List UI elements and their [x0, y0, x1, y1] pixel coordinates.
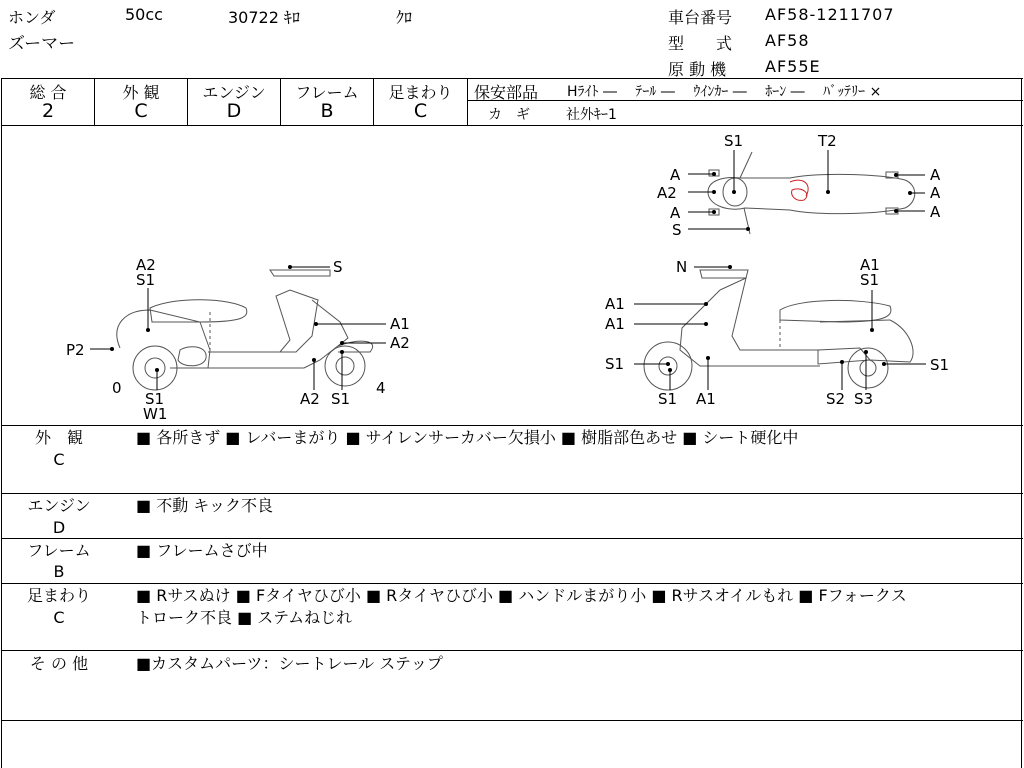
label-top-a2: A2 [657, 184, 677, 202]
label-left-s1-top: S1 [136, 271, 156, 289]
type-value: AF58 [765, 31, 810, 50]
section-frame-text: ■ フレームさび中 [136, 541, 268, 560]
grade-exterior: C [134, 100, 148, 122]
scooter-top-view [708, 152, 915, 234]
section-engine-text: ■ 不動 キック不良 [136, 496, 273, 515]
label-right-s1-right: S1 [930, 356, 950, 374]
label-right-a1-top: A1 [860, 256, 880, 274]
grade-header-exterior: 外 観 [122, 83, 160, 102]
key-label: カ ギ [488, 107, 530, 123]
key-value: 社外ｷｰ1 [566, 107, 617, 123]
color: ｸﾛ [396, 8, 413, 27]
section-exterior-label: 外 観 [34, 428, 83, 447]
section-suspension-label: 足まわり [26, 586, 91, 605]
safety-parts-label: 保安部品 [474, 83, 539, 102]
type-label: 型 式 [668, 34, 733, 53]
label-right-a1-1: A1 [605, 295, 625, 313]
label-top-s1: S1 [724, 132, 744, 150]
mileage: 30722 ｷﾛ [228, 8, 300, 27]
grade-suspension: C [413, 100, 428, 122]
engine-label: 原 動 機 [668, 60, 727, 79]
section-suspension-text: ■ Rサスぬけ ■ Fタイヤひび小 ■ Rタイヤひび小 ■ ハンドルまがり小 ■ Rサスオイルもれ ■ Fフォークス [136, 586, 907, 605]
label-top-a-1: A [670, 166, 681, 184]
label-left-w1: W1 [143, 405, 168, 423]
section-other-label: そ の 他 [29, 654, 89, 673]
section-other-text: ■カスタムパーツ：シートレール ステップ [136, 654, 443, 673]
label-left-p2: P2 [66, 341, 85, 359]
label-right-s1-top: S1 [860, 271, 880, 289]
label-left-s1: S1 [145, 390, 165, 408]
section-exterior-grade: C [53, 450, 65, 469]
label-top-s: S [672, 221, 682, 239]
section-suspension-text-2: トローク不良 ■ ステムねじれ [136, 608, 353, 627]
label-top-a-4: A [930, 184, 941, 202]
label-right-s3: S3 [854, 390, 874, 408]
label-right-s1-bottom: S1 [658, 390, 678, 408]
model-name: ズーマー [8, 34, 76, 54]
section-frame-grade: B [53, 562, 65, 581]
label-right-a1-2: A1 [605, 315, 625, 333]
label-left-a2-bottom: A2 [300, 390, 320, 408]
label-top-a-3: A [930, 166, 941, 184]
label-top-t2: T2 [818, 132, 837, 150]
grade-header-engine: エンジン [202, 83, 266, 102]
safety-parts-items: Hﾗｲﾄ ― ﾃｰﾙ ― ｳｲﾝｶｰ ― ﾎｰﾝ ― ﾊﾞｯﾃﾘｰ × [567, 84, 882, 100]
grid-line [1, 583, 1023, 584]
section-engine-grade: D [52, 518, 66, 537]
grid-line [1, 78, 1023, 79]
grid-line [1, 425, 1023, 426]
section-suspension-grade: C [53, 608, 65, 627]
label-left-4: 4 [376, 379, 386, 397]
label-right-s1-left: S1 [605, 355, 625, 373]
label-left-s: S [333, 258, 343, 276]
section-engine-label: エンジン [27, 496, 91, 515]
section-frame-label: フレーム [27, 541, 91, 560]
maker: ホンダ [8, 8, 56, 27]
section-exterior-text: ■ 各所きず ■ レバーまがり ■ サイレンサーカバー欠損小 ■ 樹脂部色あせ ■ シート硬化中 [136, 428, 799, 447]
label-top-a-5: A [930, 203, 941, 221]
label-right-s2: S2 [826, 390, 846, 408]
damage-diagram [0, 126, 1024, 424]
scooter-left-view [117, 270, 373, 390]
frame-no-label: 車台番号 [668, 8, 733, 27]
grade-header-total: 総 合 [29, 83, 67, 102]
label-left-a2-top: A2 [136, 256, 156, 274]
grade-engine: D [226, 100, 242, 122]
grid-line [1, 538, 1023, 539]
label-top-a-2: A [670, 204, 681, 222]
label-left-s1-bottom: S1 [331, 390, 351, 408]
grid-line [1, 493, 1023, 494]
grid-line [1, 650, 1023, 651]
grade-header-frame: フレーム [295, 83, 359, 102]
label-right-n: N [676, 258, 688, 276]
label-right-a1-bottom: A1 [696, 390, 716, 408]
grid-line [1, 720, 1023, 721]
grade-total: 2 [41, 100, 55, 122]
grid-line [467, 78, 468, 125]
grade-frame: B [320, 100, 334, 122]
grade-header-suspension: 足まわり [388, 83, 453, 102]
engine-value: AF55E [765, 57, 821, 76]
label-left-a1: A1 [390, 315, 410, 333]
frame-no: AF58-1211707 [765, 5, 895, 24]
displacement: 50cc [125, 5, 163, 24]
label-left-0: 0 [112, 379, 122, 397]
label-left-a2: A2 [390, 334, 410, 352]
